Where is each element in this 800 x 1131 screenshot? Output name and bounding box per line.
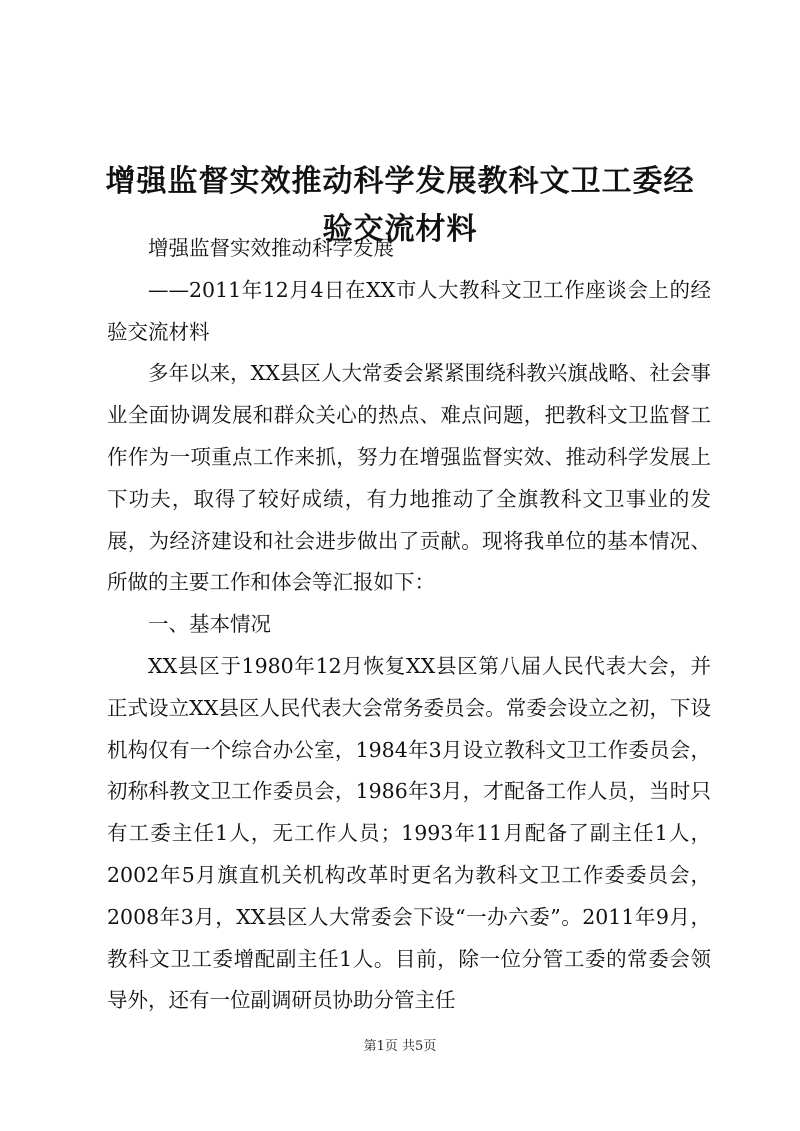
document-body [107, 228, 711, 1022]
section-heading: 一、基本情况 [148, 612, 271, 637]
background-paragraph: XX县区于1980年12月恢复XX县区第八届人民代表大会，并正式设立XX县区人民代表大会常务委员会。常委会设立之初，下设机构仅有一个综合办公室，1984年3月设立教科文卫工作委员会，初称科教文卫工作委员会，1986年3月，才配备工作人员，当时只有工委主任1人，无工作人员；1993年11月配备了副主任1人，2002年5月旗直机关机构改革时更名为教科文卫工作委委员会，2008年3月，XX县区人大常委会下设“一办六委”。2011年9月，教科文卫工委增配副主任1人。目前，除一位分管工委的常委会领导外，还有一位副调研员协助分管主任 [107, 653, 711, 1013]
subtitle-paragraph: 增强监督实效推动科学发展 [148, 236, 394, 260]
document-title: 增强监督实效推动科学发展教科文卫工委经验交流材料 [105, 164, 695, 248]
occasion-paragraph: ——2011年12月4日在XX市人大教科文卫工作座谈会上的经验交流材料 [107, 277, 711, 344]
intro-paragraph: 多年以来，XX县区人大常委会紧紧围绕科教兴旗战略、社会事业全面协调发展和群众关心的热点、难点问题，把教科文卫监督工作作为一项重点工作来抓，努力在增强监督实效、推动科学发展上下功夫，取得了较好成绩，有力地推动了全旗教科文卫事业的发展，为经济建设和社会进步做出了贡献。现将我单位的基本情况、所做的主要工作和体会等汇报如下： [107, 361, 711, 595]
page-number-footer: 第1页 共5页 [363, 1039, 437, 1054]
